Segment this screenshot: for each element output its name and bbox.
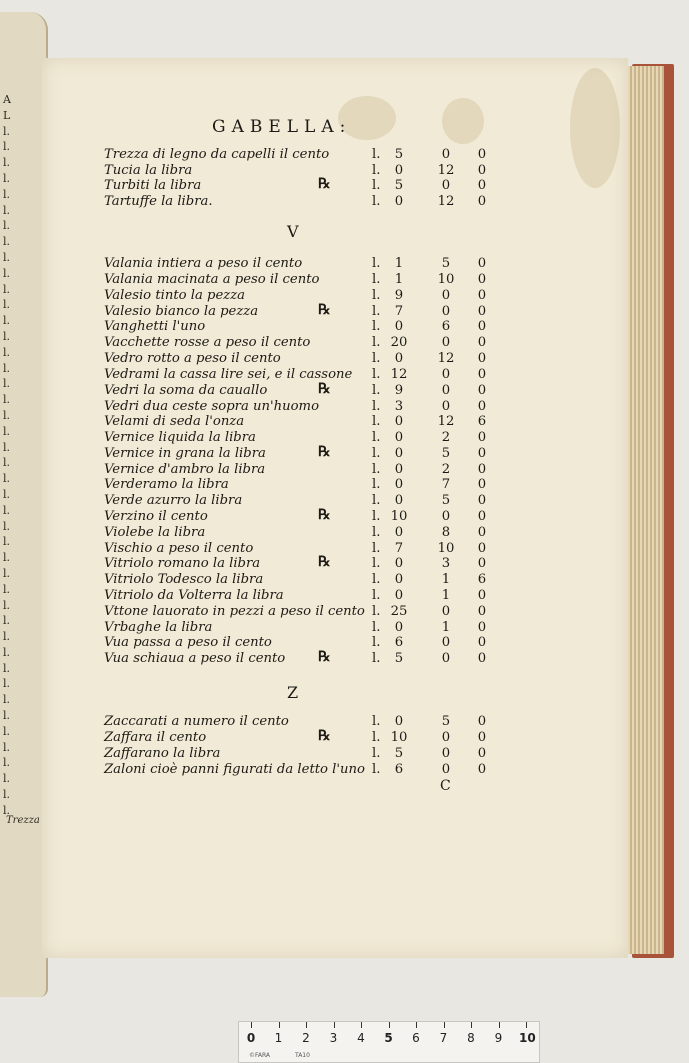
- denari-value: 0: [477, 178, 487, 193]
- tariff-item-name: Vedro rotto a peso il cento: [104, 351, 281, 366]
- facing-page-catchword: Trezza: [6, 815, 40, 826]
- tariff-item-name: Vernice in grana la libra: [104, 446, 266, 461]
- lire-value: 0: [394, 525, 404, 540]
- lira-abbrev: l.: [372, 730, 381, 745]
- denari-value: 0: [477, 335, 487, 350]
- denari-value: 0: [477, 163, 487, 178]
- tariff-row: [104, 178, 504, 194]
- soldi-value: 0: [441, 304, 451, 319]
- lira-abbrev: l.: [372, 556, 381, 571]
- lire-value: 0: [394, 462, 404, 477]
- soldi-value: 12: [437, 351, 455, 366]
- ruler-number: 0: [246, 1031, 256, 1045]
- ruler-number: 10: [519, 1031, 536, 1045]
- tariff-row: [104, 730, 504, 746]
- ruler-tick: [251, 1022, 252, 1028]
- tariff-item-name: Vitriolo romano la libra: [104, 556, 261, 571]
- tariff-item-name: Zaffarano la libra: [104, 746, 221, 761]
- rx-mark-icon: ℞: [318, 444, 331, 460]
- tariff-row: [104, 588, 504, 604]
- lira-abbrev: l.: [372, 383, 381, 398]
- tariff-row: [104, 194, 504, 210]
- denari-value: 0: [477, 525, 487, 540]
- lire-value: 5: [394, 746, 404, 761]
- denari-value: 0: [477, 588, 487, 603]
- lira-abbrev: l.: [372, 367, 381, 382]
- tariff-item-name: Vanghetti l'uno: [104, 319, 206, 334]
- scale-ruler: [238, 1021, 540, 1063]
- soldi-value: 12: [437, 163, 455, 178]
- lira-abbrev: l.: [372, 541, 381, 556]
- lira-abbrev: l.: [372, 635, 381, 650]
- denari-value: 0: [477, 509, 487, 524]
- lira-abbrev: l.: [372, 414, 381, 429]
- soldi-value: 0: [441, 367, 451, 382]
- tariff-row: [104, 651, 504, 667]
- tariff-row: [104, 604, 504, 620]
- lire-value: 0: [394, 430, 404, 445]
- denari-value: 0: [477, 256, 487, 271]
- lire-value: 1: [394, 256, 404, 271]
- lira-abbrev: l.: [372, 147, 381, 162]
- soldi-value: 0: [441, 383, 451, 398]
- ruler-tick: [444, 1022, 445, 1028]
- tariff-item-name: Tartuffe la libra.: [104, 194, 213, 209]
- ruler-tick: [389, 1022, 390, 1028]
- denari-value: 0: [477, 272, 487, 287]
- tariff-row: [104, 477, 504, 493]
- tariff-item-name: Vedrami la cassa lire sei, e il cassone: [104, 367, 353, 382]
- soldi-value: 5: [441, 256, 451, 271]
- rx-mark-icon: ℞: [318, 507, 331, 523]
- ruler-tick: [471, 1022, 472, 1028]
- lire-value: 0: [394, 620, 404, 635]
- lira-abbrev: l.: [372, 604, 381, 619]
- denari-value: 0: [477, 399, 487, 414]
- soldi-value: 0: [441, 762, 451, 777]
- soldi-value: 7: [441, 477, 451, 492]
- lira-abbrev: l.: [372, 746, 381, 761]
- tariff-item-name: Verde azurro la libra: [104, 493, 243, 508]
- tariff-item-name: Valesio bianco la pezza: [104, 304, 259, 319]
- lire-value: 1: [394, 272, 404, 287]
- denari-value: 0: [477, 477, 487, 492]
- tariff-row: [104, 399, 504, 415]
- lira-abbrev: l.: [372, 163, 381, 178]
- tariff-row: [104, 335, 504, 351]
- ruler-number: 2: [302, 1031, 310, 1045]
- lire-value: 0: [394, 556, 404, 571]
- denari-value: 0: [477, 430, 487, 445]
- lire-value: 0: [394, 572, 404, 587]
- tariff-row: [104, 572, 504, 588]
- tariff-row: [104, 147, 504, 163]
- tariff-item-name: Trezza di legno da capelli il cento: [104, 147, 330, 162]
- lire-value: 9: [394, 288, 404, 303]
- lira-abbrev: l.: [372, 335, 381, 350]
- tariff-item-name: Valania intiera a peso il cento: [104, 256, 303, 271]
- section-letter-z: Z: [287, 683, 299, 702]
- soldi-value: 3: [441, 556, 451, 571]
- tariff-row: [104, 493, 504, 509]
- facing-page-column: A L l. l. l. l. l. l. l. l. l. l. l. l. l. l. l. l. l. l. l. l. l. l. l. l. l. l. l. l. l. l. l. l. l. l. l. l. l. l. l. l. l. l. l. l.: [3, 93, 11, 817]
- tariff-item-name: Vedri la soma da cauallo: [104, 383, 268, 398]
- soldi-value: 0: [441, 746, 451, 761]
- soldi-value: 0: [441, 147, 451, 162]
- tariff-row: [104, 635, 504, 651]
- soldi-value: 0: [441, 509, 451, 524]
- soldi-value: 0: [441, 335, 451, 350]
- rx-mark-icon: ℞: [318, 554, 331, 570]
- denari-value: 0: [477, 319, 487, 334]
- lira-abbrev: l.: [372, 272, 381, 287]
- ruler-tick: [306, 1022, 307, 1028]
- ruler-number: 7: [439, 1031, 448, 1045]
- lira-abbrev: l.: [372, 446, 381, 461]
- section-letter-v: V: [287, 222, 299, 241]
- denari-value: 0: [477, 651, 487, 666]
- tariff-item-name: Vacchette rosse a peso il cento: [104, 335, 311, 350]
- soldi-value: 0: [441, 730, 451, 745]
- ruler-number: 4: [357, 1031, 365, 1045]
- tariff-row: [104, 256, 504, 272]
- ruler-number: 9: [494, 1031, 503, 1045]
- tariff-item-name: Violebe la libra: [104, 525, 206, 540]
- denari-value: 6: [477, 572, 487, 587]
- tariff-row: [104, 304, 504, 320]
- ruler-tick: [499, 1022, 500, 1028]
- rx-mark-icon: ℞: [318, 728, 331, 744]
- lira-abbrev: l.: [372, 319, 381, 334]
- lire-value: 6: [394, 762, 404, 777]
- lire-value: 0: [394, 414, 404, 429]
- lire-value: 7: [394, 304, 404, 319]
- lire-value: 10: [390, 730, 408, 745]
- lire-value: 12: [390, 367, 408, 382]
- tariff-item-name: Vua passa a peso il cento: [104, 635, 272, 650]
- ruler-number: 3: [329, 1031, 338, 1045]
- denari-value: 0: [477, 762, 487, 777]
- lira-abbrev: l.: [372, 509, 381, 524]
- denari-value: 0: [477, 556, 487, 571]
- rx-mark-icon: ℞: [318, 176, 331, 192]
- denari-value: 0: [477, 620, 487, 635]
- tariff-row: [104, 163, 504, 179]
- lire-value: 0: [394, 477, 404, 492]
- tariff-item-name: Valesio tinto la pezza: [104, 288, 246, 303]
- soldi-value: 2: [441, 462, 451, 477]
- soldi-value: 0: [441, 604, 451, 619]
- tariff-item-name: Vua schiaua a peso il cento: [104, 651, 286, 666]
- denari-value: 0: [477, 288, 487, 303]
- tariff-row: [104, 746, 504, 762]
- ruler-number: 1: [274, 1031, 283, 1045]
- lire-value: 25: [390, 604, 408, 619]
- tariff-item-name: Vischio a peso il cento: [104, 541, 254, 556]
- tariff-row: [104, 351, 504, 367]
- lira-abbrev: l.: [372, 525, 381, 540]
- soldi-value: 2: [441, 430, 451, 445]
- lira-abbrev: l.: [372, 620, 381, 635]
- soldi-value: 5: [441, 714, 451, 729]
- tariff-row: [104, 525, 504, 541]
- denari-value: 0: [477, 714, 487, 729]
- soldi-value: 0: [441, 288, 451, 303]
- lire-value: 20: [390, 335, 408, 350]
- tariff-item-name: Vitriolo Todesco la libra: [104, 572, 264, 587]
- lira-abbrev: l.: [372, 256, 381, 271]
- tariff-item-name: Turbiti la libra: [104, 178, 202, 193]
- soldi-value: 0: [441, 178, 451, 193]
- tariff-item-name: Valania macinata a peso il cento: [104, 272, 320, 287]
- tariff-row: [104, 288, 504, 304]
- lira-abbrev: l.: [372, 351, 381, 366]
- tariff-item-name: Vrbaghe la libra: [104, 620, 213, 635]
- soldi-value: 6: [441, 319, 451, 334]
- denari-value: 0: [477, 304, 487, 319]
- lire-value: 0: [394, 446, 404, 461]
- tariff-item-name: Vernice d'ambro la libra: [104, 462, 266, 477]
- tariff-item-name: Zaccarati a numero il cento: [104, 714, 289, 729]
- lire-value: 0: [394, 163, 404, 178]
- tariff-row: [104, 714, 504, 730]
- lira-abbrev: l.: [372, 304, 381, 319]
- tariff-item-name: Vernice liquida la libra: [104, 430, 256, 445]
- lira-abbrev: l.: [372, 288, 381, 303]
- denari-value: 0: [477, 604, 487, 619]
- lire-value: 9: [394, 383, 404, 398]
- denari-value: 0: [477, 730, 487, 745]
- denari-value: 0: [477, 462, 487, 477]
- lire-value: 0: [394, 351, 404, 366]
- denari-value: 0: [477, 351, 487, 366]
- tariff-item-name: Vttone lauorato in pezzi a peso il cento: [104, 604, 365, 619]
- lira-abbrev: l.: [372, 477, 381, 492]
- tariff-row: [104, 319, 504, 335]
- soldi-value: 1: [441, 620, 451, 635]
- tariff-item-name: Vedri dua ceste sopra un'huomo: [104, 399, 320, 414]
- rx-mark-icon: ℞: [318, 381, 331, 397]
- tariff-row: [104, 462, 504, 478]
- tariff-row: [104, 541, 504, 557]
- denari-value: 0: [477, 147, 487, 162]
- ruler-number: 5: [384, 1031, 393, 1045]
- facing-page: [0, 12, 48, 997]
- soldi-value: 0: [441, 635, 451, 650]
- tariff-row: [104, 620, 504, 636]
- tariff-item-name: Verderamo la libra: [104, 477, 229, 492]
- lire-value: 0: [394, 493, 404, 508]
- lire-value: 7: [394, 541, 404, 556]
- lira-abbrev: l.: [372, 430, 381, 445]
- lire-value: 5: [394, 178, 404, 193]
- lire-value: 0: [394, 714, 404, 729]
- lira-abbrev: l.: [372, 462, 381, 477]
- denari-value: 0: [477, 194, 487, 209]
- soldi-value: 8: [441, 525, 451, 540]
- tariff-item-name: Vitriolo da Volterra la libra: [104, 588, 284, 603]
- tariff-item-name: Zaloni cioè panni figurati da letto l'uno: [104, 762, 365, 777]
- lire-value: 10: [390, 509, 408, 524]
- ruler-label-left: ©FARA: [249, 1052, 271, 1059]
- rx-mark-icon: ℞: [318, 302, 331, 318]
- lire-value: 0: [394, 319, 404, 334]
- denari-value: 0: [477, 367, 487, 382]
- denari-value: 0: [477, 383, 487, 398]
- soldi-value: 0: [441, 651, 451, 666]
- lire-value: 5: [394, 147, 404, 162]
- soldi-value: 12: [437, 414, 455, 429]
- lira-abbrev: l.: [372, 493, 381, 508]
- ruler-tick: [526, 1022, 527, 1028]
- tariff-row: [104, 272, 504, 288]
- lire-value: 0: [394, 194, 404, 209]
- denari-value: 0: [477, 541, 487, 556]
- soldi-value: 1: [441, 588, 451, 603]
- tariff-item-name: Velami di seda l'onza: [104, 414, 245, 429]
- lira-abbrev: l.: [372, 651, 381, 666]
- tariff-row: [104, 430, 504, 446]
- ruler-tick: [334, 1022, 335, 1028]
- soldi-value: 1: [441, 572, 451, 587]
- tariff-row: [104, 383, 504, 399]
- page-edges: [622, 66, 664, 954]
- lira-abbrev: l.: [372, 762, 381, 777]
- tariff-row: [104, 556, 504, 572]
- lira-abbrev: l.: [372, 194, 381, 209]
- lire-value: 6: [394, 635, 404, 650]
- denari-value: 6: [477, 414, 487, 429]
- soldi-value: 5: [441, 446, 451, 461]
- page-heading: GABELLA:: [212, 117, 352, 137]
- denari-value: 0: [477, 635, 487, 650]
- ruler-tick: [416, 1022, 417, 1028]
- tariff-row: [104, 414, 504, 430]
- lira-abbrev: l.: [372, 572, 381, 587]
- soldi-value: 10: [437, 272, 455, 287]
- lire-value: 5: [394, 651, 404, 666]
- rx-mark-icon: ℞: [318, 649, 331, 665]
- stain: [442, 98, 484, 144]
- tariff-item-name: Tucia la libra: [104, 163, 193, 178]
- soldi-value: 12: [437, 194, 455, 209]
- tariff-row: [104, 367, 504, 383]
- signature-mark: C: [440, 778, 451, 794]
- tariff-row: [104, 446, 504, 462]
- lira-abbrev: l.: [372, 588, 381, 603]
- ruler-tick: [279, 1022, 280, 1028]
- lira-abbrev: l.: [372, 399, 381, 414]
- tariff-row: [104, 762, 504, 778]
- ruler-tick: [361, 1022, 362, 1028]
- soldi-value: 0: [441, 399, 451, 414]
- denari-value: 0: [477, 493, 487, 508]
- lira-abbrev: l.: [372, 714, 381, 729]
- tariff-item-name: Verzino il cento: [104, 509, 208, 524]
- tariff-row: [104, 509, 504, 525]
- lire-value: 0: [394, 588, 404, 603]
- lira-abbrev: l.: [372, 178, 381, 193]
- ruler-number: 8: [467, 1031, 475, 1045]
- soldi-value: 10: [437, 541, 455, 556]
- tariff-item-name: Zaffara il cento: [104, 730, 207, 745]
- denari-value: 0: [477, 746, 487, 761]
- stain: [570, 68, 620, 188]
- lire-value: 3: [394, 399, 404, 414]
- ruler-label-right: TA10: [295, 1052, 310, 1059]
- denari-value: 0: [477, 446, 487, 461]
- ruler-number: 6: [412, 1031, 420, 1045]
- soldi-value: 5: [441, 493, 451, 508]
